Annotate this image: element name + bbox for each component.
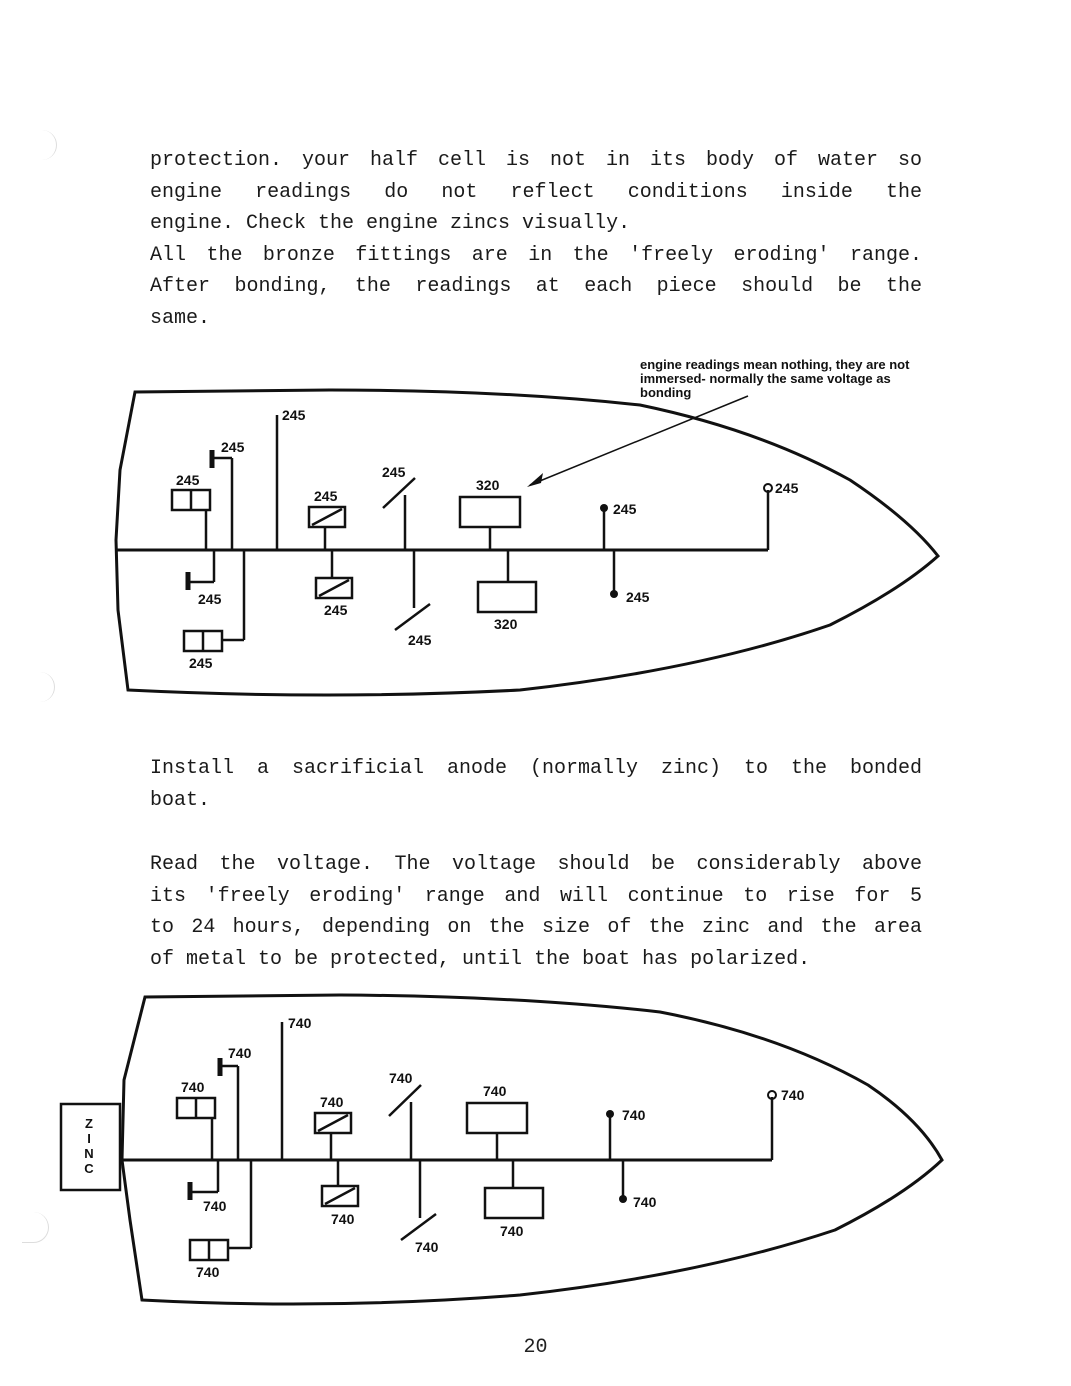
reading-label: 740 [633,1194,657,1210]
text-line: Read the voltage. The voltage should be considerably above [150,853,922,876]
reading-label: 740 [203,1198,227,1214]
reading-label: 740 [288,1015,312,1031]
paragraph-install-anode [150,753,922,816]
reading-label: 320 [494,616,518,632]
reading-label: 740 [500,1223,524,1239]
hull-outline [122,995,942,1304]
reading-label: 740 [228,1045,252,1061]
annotation-text: immersed- normally the same voltage as [640,371,891,386]
text-line: Install a sacrificial anode (normally zinc) to the bonded [150,757,922,780]
reading-label: 245 [613,501,637,517]
zinc-letter: C [84,1161,94,1176]
zinc-letter: N [84,1146,94,1161]
page-number: 20 [523,1336,548,1359]
reading-label: 245 [314,488,338,504]
annotation-text: engine readings mean nothing, they are not [640,357,910,372]
reading-label: 245 [324,602,348,618]
reading-label: 740 [389,1070,413,1086]
punch-hole-mark [30,130,57,160]
reading-label: 740 [483,1083,507,1099]
diagram-bonded-readings [0,350,1071,715]
reading-label: 245 [221,439,245,455]
text-line: All the bronze fittings are in the 'freely eroding' range. [150,243,922,267]
text-line: its 'freely eroding' range and will continue to rise for 5 [150,884,922,908]
reading-label: 245 [282,407,306,423]
text-line: After bonding, the readings at each piece should be the [150,275,922,299]
reading-label: 740 [415,1239,439,1255]
reading-label: 740 [320,1094,344,1110]
text-line: engine readings do not reflect conditions inside the [150,180,922,204]
annotation-text: bonding [640,385,692,400]
paragraph-protection [150,145,922,335]
reading-label: 740 [181,1079,205,1095]
reading-label: 245 [198,591,222,607]
reading-label: 245 [176,472,200,488]
text-line: of metal to be protected, until the boat has polarized. [150,947,811,971]
diagram-with-zinc [0,985,1071,1320]
reading-label: 245 [189,655,213,671]
reading-label: 740 [196,1264,220,1280]
reading-label: 245 [408,632,432,648]
reading-label: 245 [775,480,799,496]
zinc-letter: I [87,1131,91,1146]
reading-label: 245 [382,464,406,480]
reading-label: 245 [626,589,650,605]
text-line: protection. your half cell is not in its body of water so [150,149,922,172]
reading-label: 740 [331,1211,355,1227]
reading-label: 740 [622,1107,646,1123]
reading-label: 320 [476,477,500,493]
text-line: same. [150,306,211,330]
text-line: engine. Check the engine zincs visually. [150,212,631,236]
hull-outline [116,390,938,695]
reading-label: 740 [781,1087,805,1103]
paragraph-read-voltage [150,849,922,975]
text-line: to 24 hours, depending on the size of the zinc and the area [150,916,922,940]
zinc-letter: Z [85,1116,93,1131]
text-line: boat. [150,788,211,812]
